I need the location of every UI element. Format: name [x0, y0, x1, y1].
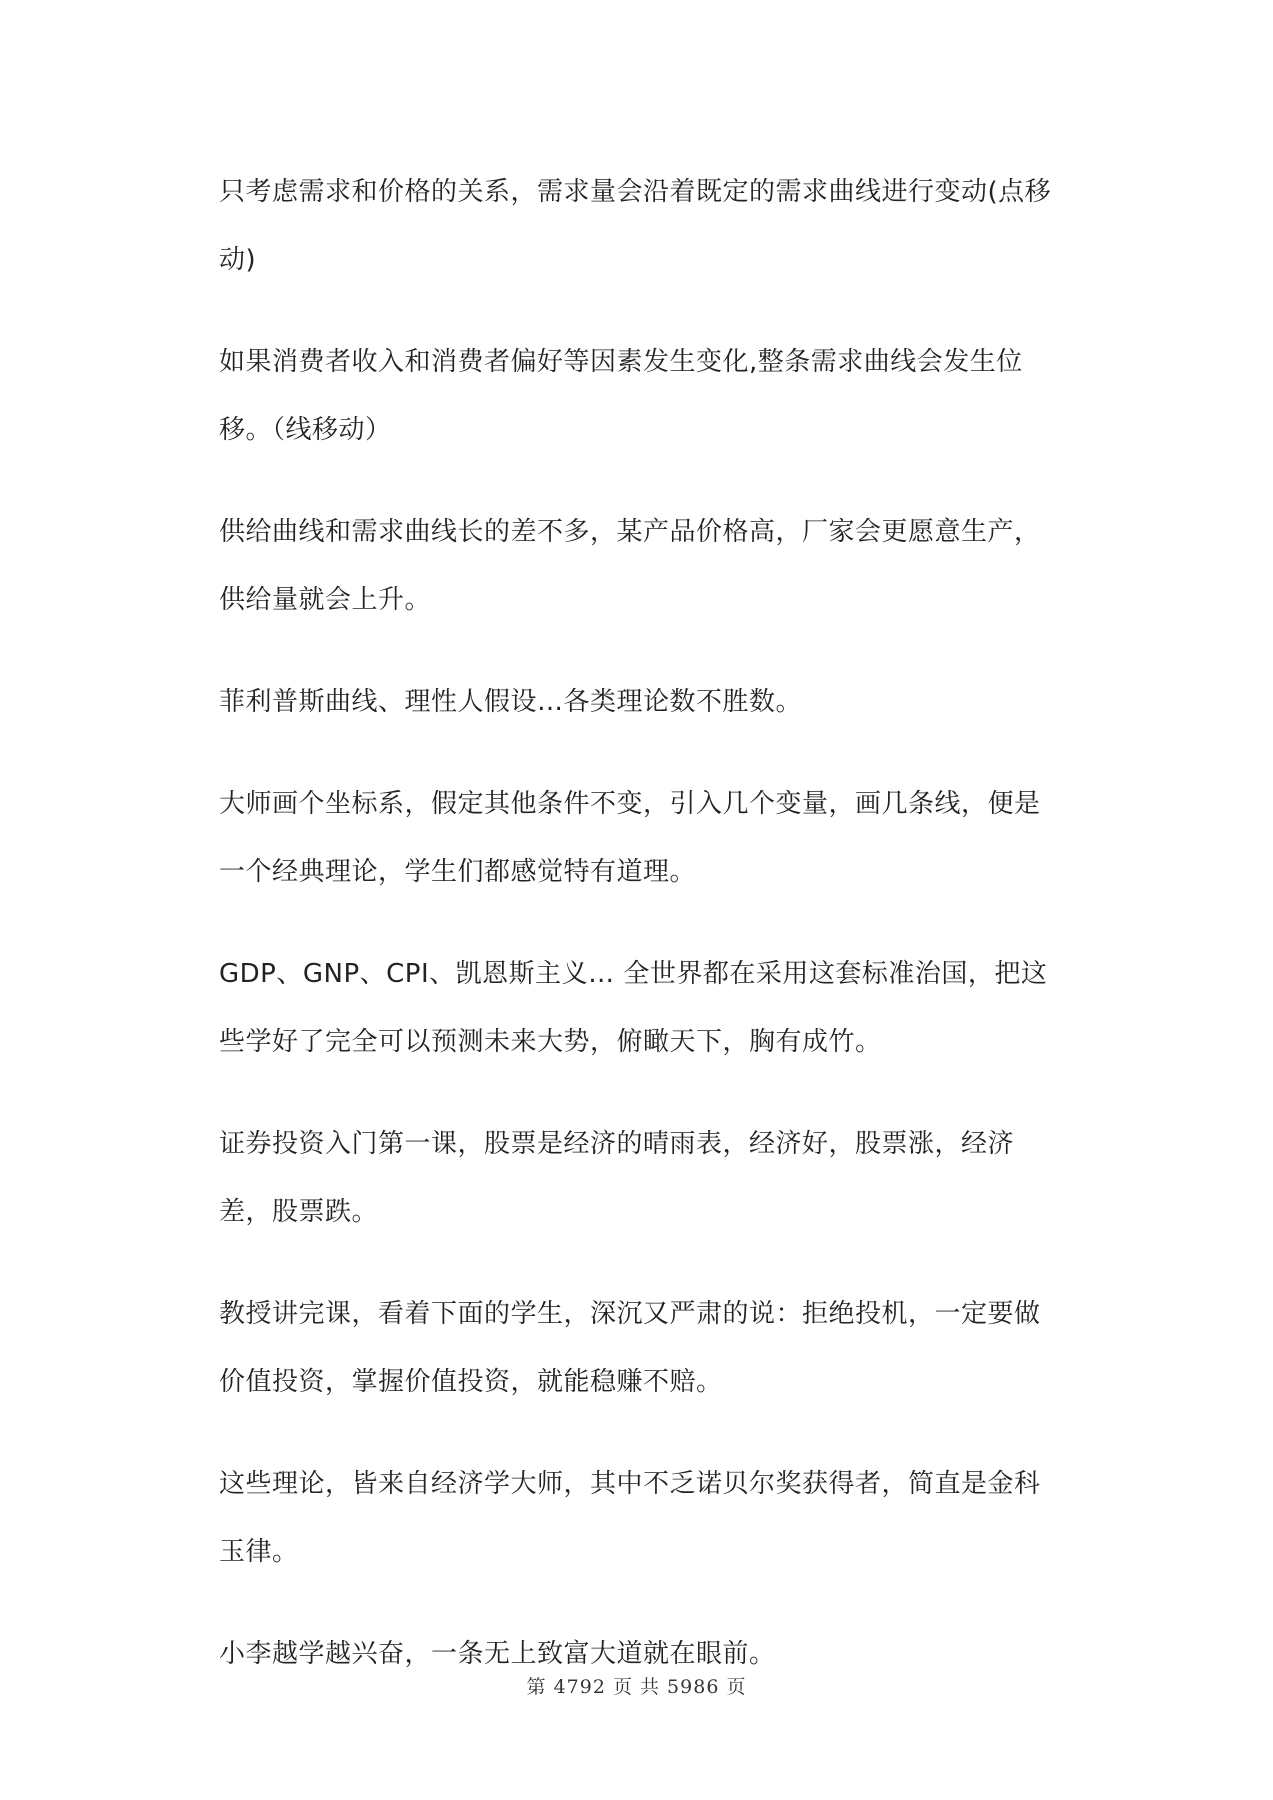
paragraph: 教授讲完课，看着下面的学生，深沉又严肃的说：拒绝投机，一定要做价值投资，掌握价值投资，就能稳赚不赔。 — [219, 1299, 1041, 1397]
paragraph: GDP、GNP、CPI、凯恩斯主义… 全世界都在采用这套标准治国，把这些学好了完全可以预测未来大势，俯瞰天下，胸有成竹。 — [219, 959, 1048, 1057]
paragraph: 菲利普斯曲线、理性人假设…各类理论数不胜数。 — [219, 687, 803, 717]
paragraph: 如果消费者收入和消费者偏好等因素发生变化,整条需求曲线会发生位移。（线移动） — [219, 347, 1023, 445]
paragraph: 大师画个坐标系，假定其他条件不变，引入几个变量，画几条线，便是一个经典理论，学生们都感觉特有道理。 — [219, 789, 1041, 887]
paragraph: 证券投资入门第一课，股票是经济的晴雨表，经济好，股票涨，经济差，股票跌。 — [219, 1129, 1015, 1227]
paragraph: 只考虑需求和价格的关系，需求量会沿着既定的需求曲线进行变动(点移动) — [219, 177, 1052, 275]
page-footer: 第 4792 页 共 5986 页 — [526, 1676, 747, 1698]
paragraph: 小李越学越兴奋，一条无上致富大道就在眼前。 — [219, 1639, 776, 1669]
document-body — [219, 158, 1059, 1722]
paragraph: 供给曲线和需求曲线长的差不多，某产品价格高，厂家会更愿意生产，供给量就会上升。 — [219, 517, 1041, 615]
paragraph: 这些理论，皆来自经济学大师，其中不乏诺贝尔奖获得者，简直是金科玉律。 — [219, 1469, 1041, 1567]
